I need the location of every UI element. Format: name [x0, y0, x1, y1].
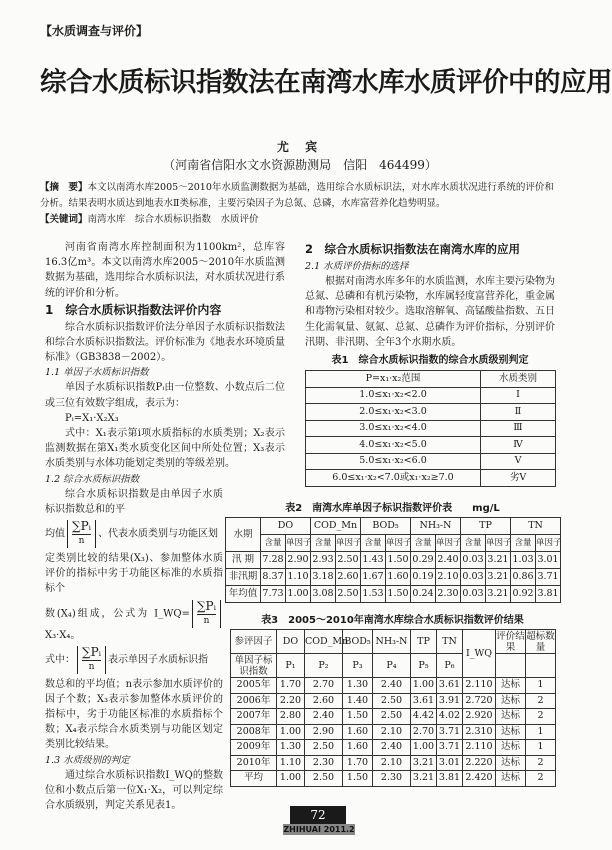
section-1-3-paragraph: 通过综合水质标识指数I_WQ的整数位和小数点后第一位X₁·X₂，可以判定综合水质级别，判定关系见表1。 — [45, 769, 223, 812]
section-1-1-heading: 1.1 单因子水质标识指数 — [45, 367, 149, 379]
table-cell: 3.71 — [437, 740, 463, 756]
table-row — [306, 404, 556, 421]
table-cell: 年均值 — [226, 586, 261, 603]
affiliation: （河南省信阳水文水资源勘测局 信阳 464499） — [163, 158, 437, 172]
table-cell: 0.29 — [411, 552, 436, 569]
table-cell: 1.50 — [343, 771, 373, 787]
table-row — [306, 437, 556, 454]
sum-symbol: ∑Pᵢ — [72, 519, 92, 534]
sum-fraction — [67, 520, 96, 548]
table-cell: 1.53 — [361, 586, 386, 603]
table-cell: 8.37 — [261, 569, 286, 586]
table-row — [226, 552, 561, 569]
table-row — [226, 586, 561, 603]
text-x3: 定类别比较的结果(X₃)、参加整体水质评价的指标中劣于功能区标准的水质指标个 — [45, 553, 223, 595]
subheader-content: 含量 — [411, 535, 436, 552]
section-2-1-heading: 2.1 水质评价指标的选择 — [305, 261, 409, 272]
table-cell: 2 — [526, 771, 556, 787]
table-cell: 2.70 — [411, 724, 437, 740]
table2-param: NH₃-N — [411, 518, 461, 535]
table-cell: 2.310 — [463, 724, 496, 740]
subheader-single-factor: 单因子 — [336, 535, 361, 552]
iwq-formula-tail: X₃·X₄。 — [45, 629, 81, 641]
table-cell: 2.920 — [463, 709, 496, 725]
table-cell: 3.81 — [437, 771, 463, 787]
table-cell: 2.10 — [373, 755, 411, 771]
table-cell: 3.91 — [437, 693, 463, 709]
table-cell: 1.70 — [277, 678, 305, 694]
table-cell: 0.86 — [511, 569, 536, 586]
table-row — [231, 709, 556, 725]
table-cell: 达标 — [496, 755, 526, 771]
table-cell: 1.60 — [386, 569, 411, 586]
table-cell: 1.00 — [277, 724, 305, 740]
section-1-2-paragraph: 综合水质标识指数是由单因子水质标识指数总和的平 — [45, 488, 223, 515]
section-2-heading: 2 综合水质标识指数法在南湾水库的应用 — [305, 242, 520, 256]
table2-param: TP — [461, 518, 511, 535]
table-row — [231, 755, 556, 771]
table-cell: 2.10 — [436, 569, 461, 586]
table-cell: 7.73 — [261, 586, 286, 603]
table-cell: 平均 — [231, 771, 277, 787]
table-cell: 3.08 — [311, 586, 336, 603]
table-cell: 2.20 — [277, 693, 305, 709]
table-cell: 1 — [526, 678, 556, 694]
table-cell: 3.61 — [437, 678, 463, 694]
table-cell: 1.43 — [361, 552, 386, 569]
table-cell: Ⅲ — [481, 420, 556, 437]
table-cell: 2 — [526, 709, 556, 725]
table-cell: Ⅳ — [481, 437, 556, 454]
table-cell: 2007年 — [231, 709, 277, 725]
section-2-1-paragraph: 根据对南湾水库多年的水质监测，水库主要污染物为总氮、总磷和有机污染物，水库属轻度富营养化，重金属和毒物污染相对较少。选取溶解氧、高锰酸盐指数、五日生化需氧量、氨氮、总氮、总磷作为评价指标，分别评价汛期、非汛期、全年3个水期水质。 — [305, 276, 555, 348]
table1-header: 水质类别 — [481, 371, 556, 388]
section-1-1-paragraph: 单因子水质标识指数Pᵢ由一位整数、小数点后二位或三位有效数字组成，表示为： — [45, 382, 285, 409]
section-1-heading: 1 综合水质标识指数法评价内容 — [45, 302, 222, 317]
table2-param: TN — [511, 518, 561, 535]
sum-fraction — [192, 600, 221, 628]
table-cell: Ⅱ — [481, 404, 556, 421]
table-cell: 4.02 — [437, 709, 463, 725]
table-cell: 3.71 — [437, 724, 463, 740]
table-cell: Ⅴ — [481, 453, 556, 470]
table-cell: 3.01 — [437, 755, 463, 771]
table-cell: 达标 — [496, 709, 526, 725]
table-cell: 劣Ⅴ — [481, 470, 556, 487]
table-cell: 达标 — [496, 693, 526, 709]
author: 尤 宾 — [276, 140, 324, 154]
table-header: COD_Mn — [305, 630, 343, 654]
table-cell: 1.60 — [343, 724, 373, 740]
subheader-single-factor: 单因子 — [486, 535, 511, 552]
formula-pi: Pᵢ=X₁·X₂X₃ — [65, 412, 119, 424]
subheader-content: 含量 — [311, 535, 336, 552]
table3-header — [231, 630, 556, 654]
table1 — [305, 370, 556, 487]
table1-header: P=x₁·x₂范围 — [306, 371, 481, 388]
table-cell: 2.110 — [463, 678, 496, 694]
table-cell: 1.50 — [386, 552, 411, 569]
table-header: I_WQ — [463, 630, 496, 678]
sum-symbol: ∑Pᵢ — [82, 644, 102, 659]
table-cell: 6.0≤x₁·x₂<7.0或x₁·x₂≥7.0 — [306, 470, 481, 487]
table-cell: 1.10 — [277, 755, 305, 771]
table-cell: 2.90 — [286, 552, 311, 569]
table-cell: 3.0≤x₁·x₂<4.0 — [306, 420, 481, 437]
denominator: n — [82, 660, 101, 674]
table-cell: 2006年 — [231, 693, 277, 709]
table2 — [225, 517, 561, 603]
subheader-single-factor: 单因子 — [536, 535, 561, 552]
table-cell: 1 — [526, 724, 556, 740]
table-cell: 2.0≤x₁·x₂<3.0 — [306, 404, 481, 421]
subheader-single-factor: 单因子 — [386, 535, 411, 552]
table-header: 评价结果 — [496, 630, 525, 653]
table-cell: 1.0≤x₁·x₂<2.0 — [306, 387, 481, 404]
table-cell: 3.21 — [486, 552, 511, 569]
table-cell: 2 — [526, 693, 556, 709]
table2-corner: 水期 — [226, 518, 261, 552]
table2-caption: 表2 南湾水库单因子标识指数评价表 mg/L — [285, 503, 500, 514]
table-cell: 2.50 — [305, 771, 343, 787]
table-header: P₃ — [343, 654, 373, 678]
table-cell: 0.92 — [511, 586, 536, 603]
table-header: P₄ — [373, 654, 411, 678]
table-cell: 1.00 — [277, 771, 305, 787]
table-cell: 7.28 — [261, 552, 286, 569]
section-1-2-heading: 1.2 综合水质标识指数 — [45, 473, 140, 485]
table-cell: 3.21 — [486, 586, 511, 603]
table-cell: 1 — [526, 740, 556, 756]
table-cell: 2.720 — [463, 693, 496, 709]
table-cell: 3.21 — [411, 755, 437, 771]
table-cell: 2.220 — [463, 755, 496, 771]
table-row — [306, 470, 556, 487]
table-cell: 2009年 — [231, 740, 277, 756]
table-header: 超标数量 — [526, 630, 555, 653]
table-header: TP — [411, 630, 437, 654]
table-cell: 2.50 — [336, 552, 361, 569]
table-cell: 3.01 — [536, 552, 561, 569]
denominator: n — [197, 614, 216, 628]
table-cell: 0.03 — [461, 552, 486, 569]
table-cell: 2.50 — [336, 586, 361, 603]
table2-param: COD_Mn — [311, 518, 361, 535]
table-header: DO — [277, 630, 305, 654]
subheader-content: 含量 — [361, 535, 386, 552]
table-cell: 1.00 — [411, 740, 437, 756]
subheader-content: 含量 — [511, 535, 536, 552]
formula-explanation: 数总和的平均值；n表示参加水质评价的因子个数；X₃表示参加整体水质评价的指标中，劣于功能区标准的水质指标个数；X₄表示综合水质类别与功能区划定类别比较结果。 — [45, 678, 223, 751]
left-column-formula — [45, 487, 223, 814]
table-header: BOD₅ — [343, 630, 373, 654]
abstract-label: 【摘 要】 — [40, 182, 88, 193]
table-cell: 1.03 — [511, 552, 536, 569]
table-cell: 2.30 — [436, 586, 461, 603]
table2-subheader — [226, 535, 561, 552]
table-cell: 1.00 — [411, 678, 437, 694]
table-cell: 非汛期 — [226, 569, 261, 586]
table-cell: 3.21 — [411, 771, 437, 787]
table-cell: 达标 — [496, 724, 526, 740]
intro-paragraph: 河南省南湾水库控制面积为1100km²，总库容16.3亿m³。本文以南湾水库2005～2010年水质监测数据为基础，选用综合水质标识法，对水质状况进行系统的评价和分析。 — [45, 242, 285, 299]
denominator: n — [72, 534, 91, 548]
section-1-paragraph: 综合水质标识指数评价法分单因子水质标识指数法和综合水质标识指数法。评价标准为《地表水环境质量标准》（GB3838－2002）。 — [45, 321, 285, 364]
table-cell: 1.70 — [343, 755, 373, 771]
journal-footer: ZHIHUAI 2011.2 — [283, 825, 355, 834]
table-cell: 0.19 — [411, 569, 436, 586]
table-cell: 达标 — [496, 678, 526, 694]
table3 — [230, 629, 556, 787]
empty-cell — [526, 654, 556, 678]
table-cell: 2.60 — [305, 693, 343, 709]
table-cell: 1.30 — [343, 678, 373, 694]
table-cell: 1.50 — [343, 709, 373, 725]
table1-caption: 表1 综合水质标识指数的综合水质级别判定 — [331, 355, 529, 367]
subheader-single-factor: 单因子 — [286, 535, 311, 552]
table-row — [306, 453, 556, 470]
sum-fraction — [77, 646, 106, 674]
table-cell: 1.00 — [286, 586, 311, 603]
where-text: 表示单因子水质标识指 — [108, 654, 209, 666]
keywords-text: 南湾水库 综合水质标识指数 水质评价 — [87, 214, 259, 225]
table-cell: 3.81 — [536, 586, 561, 603]
table-row — [231, 724, 556, 740]
section-1-3-heading: 1.3 水质级别的判定 — [45, 754, 130, 766]
table-cell: 2.90 — [305, 724, 343, 740]
table-cell: Ⅰ — [481, 387, 556, 404]
empty-cell — [496, 654, 526, 678]
table-cell: 1.10 — [286, 569, 311, 586]
table-cell: 2.30 — [305, 755, 343, 771]
table-row — [306, 420, 556, 437]
table-cell: 4.42 — [411, 709, 437, 725]
iwq-formula-label: 数(X₄)组成，公式为 I_WQ= — [45, 608, 190, 620]
table-cell: 2.50 — [305, 740, 343, 756]
table-cell: 2005年 — [231, 678, 277, 694]
table-cell: 2.80 — [277, 709, 305, 725]
column-tag: 【水质调查与评价】 — [40, 24, 149, 38]
table-cell: 3.21 — [486, 569, 511, 586]
subheader-single-factor: 单因子 — [436, 535, 461, 552]
table-cell: 2.30 — [373, 771, 411, 787]
table-cell: 2.420 — [463, 771, 496, 787]
table-cell: 0.24 — [411, 586, 436, 603]
table-row — [231, 740, 556, 756]
table-row — [226, 569, 561, 586]
table-row — [231, 678, 556, 694]
table-cell: 2.70 — [305, 678, 343, 694]
table-cell: 2.40 — [373, 678, 411, 694]
table-header: 单因子标识指数 — [231, 654, 277, 678]
table-cell: 1.60 — [343, 740, 373, 756]
table-cell: 1.40 — [343, 693, 373, 709]
table-header: 参评因子 — [231, 630, 277, 654]
table-cell: 2.110 — [463, 740, 496, 756]
section-1-1-explanation: 式中：X₁表示第i项水质指标的水质类别；X₂表示监测数据在第X₁类水质变化区间中所处位置；X₃表示水质类别与水体功能划定类别的等级差别。 — [45, 428, 285, 470]
table-cell: 2.10 — [373, 724, 411, 740]
table-cell: 2008年 — [231, 724, 277, 740]
table-cell: 3.61 — [411, 693, 437, 709]
table-cell: 2.93 — [311, 552, 336, 569]
table-header: TN — [437, 630, 463, 654]
table-cell: 3.71 — [536, 569, 561, 586]
sum-symbol: ∑Pᵢ — [196, 598, 216, 613]
table-cell: 0.03 — [461, 586, 486, 603]
table-cell: 2.60 — [336, 569, 361, 586]
keywords-label: 【关键词】 — [40, 214, 88, 225]
text-mean: 均值 — [45, 528, 65, 540]
table2-param: BOD₅ — [361, 518, 411, 535]
table-cell: 汛 期 — [226, 552, 261, 569]
paper-title: 综合水质标识指数法在南湾水库水质评价中的应用 — [40, 67, 612, 98]
table-row — [231, 771, 556, 787]
table-cell: 2.40 — [373, 740, 411, 756]
table-header: P₂ — [305, 654, 343, 678]
subheader-content: 含量 — [261, 535, 286, 552]
table-header: P₆ — [437, 654, 463, 678]
table-cell: 0.03 — [461, 569, 486, 586]
table-cell: 1.50 — [386, 586, 411, 603]
table-cell: 5.0≤x₁·x₂<6.0 — [306, 453, 481, 470]
subheader-content: 含量 — [461, 535, 486, 552]
text-represent: 、代表水质类别与功能区划 — [98, 528, 219, 540]
table-cell: 2.50 — [373, 693, 411, 709]
table-cell: 2 — [526, 755, 556, 771]
where-label: 式中： — [45, 654, 75, 666]
table-cell: 2010年 — [231, 755, 277, 771]
table-cell: 1.30 — [277, 740, 305, 756]
abstract — [40, 180, 560, 228]
table-header: P₁ — [277, 654, 305, 678]
table3-subheader — [231, 654, 556, 678]
abstract-text: 本文以南湾水库2005～2010年水质监测数据为基础，选用综合水质标识法，对水库水质状况进行系统的评价和分析。结果表明水质达到地表水Ⅱ类标准，主要污染因子为总氮、总磷，水库富营养化趋势明显。 — [40, 182, 554, 209]
table-cell: 2.40 — [436, 552, 461, 569]
table-cell: 达标 — [496, 740, 526, 756]
table-cell: 2.50 — [373, 709, 411, 725]
table-cell: 4.0≤x₁·x₂<5.0 — [306, 437, 481, 454]
table-row — [306, 387, 556, 404]
table-cell: 3.18 — [311, 569, 336, 586]
table-cell: 达标 — [496, 771, 526, 787]
page-number: 72 — [290, 806, 346, 824]
table-cell: 2.40 — [305, 709, 343, 725]
table3-caption: 表3 2005～2010年南湾水库综合水质标识指数评价结果 — [261, 615, 524, 626]
table-header: P₅ — [411, 654, 437, 678]
table-header: NH₃-N — [373, 630, 411, 654]
table2-param: DO — [261, 518, 311, 535]
table-cell: 1.67 — [361, 569, 386, 586]
table-row — [231, 693, 556, 709]
right-column — [305, 240, 555, 487]
